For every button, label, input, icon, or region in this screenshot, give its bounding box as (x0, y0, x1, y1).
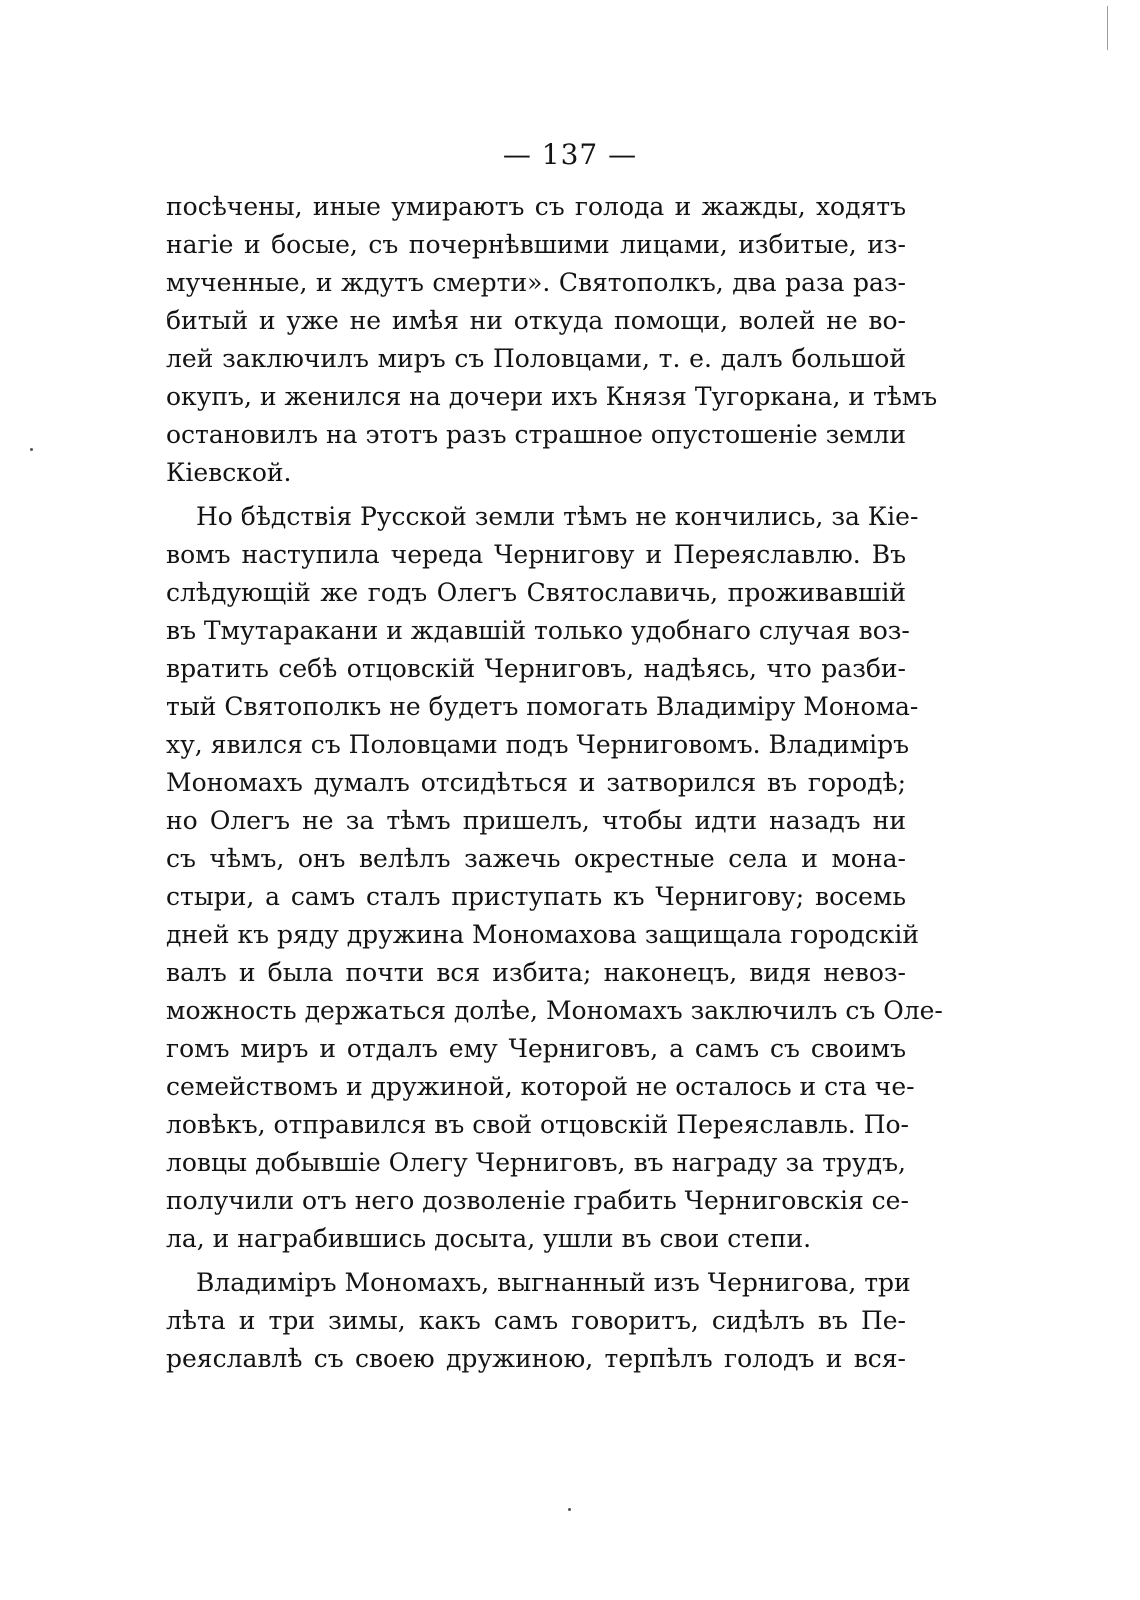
scan-speck (30, 448, 33, 451)
paragraph-2 (166, 498, 943, 1258)
text-line: ла, и награбившись досыта, ушли въ свои степи. (166, 1224, 812, 1253)
text-line: мученные, и ждутъ смерти». Святополкъ, два раза раз- (166, 268, 906, 297)
text-line: съ чѣмъ, онъ велѣлъ зажечь окрестные села и мона- (166, 844, 906, 873)
text-line: получили отъ него дозволеніе грабить Черниговскія се- (166, 1186, 909, 1215)
text-line: гомъ миръ и отдалъ ему Черниговъ, а самъ съ своимъ (166, 1034, 906, 1063)
text-line: Кіевской. (166, 458, 292, 487)
page-number: — 137 — (502, 138, 638, 171)
text-line: Но бѣдствія Русской земли тѣмъ не кончились, за Кіе- (196, 502, 919, 531)
text-line: Владиміръ Мономахъ, выгнанный изъ Чернигова, три (196, 1268, 911, 1297)
text-line: окупъ, и женился на дочери ихъ Князя Тугоркана, и тѣмъ (166, 382, 938, 411)
text-line: ху, явился съ Половцами подъ Черниговомъ. Владиміръ (166, 730, 910, 759)
text-line: валъ и была почти вся избита; наконецъ, видя невоз- (166, 958, 906, 987)
text-line: слѣдующій же годъ Олегъ Святославичь, проживавшій (166, 578, 906, 607)
text-line: лей заключилъ миръ съ Половцами, т. е. далъ большой (166, 344, 906, 373)
text-line: тый Святополкъ не будетъ помогать Владиміру Монома- (166, 692, 919, 721)
text-line: въ Тмутаракани и ждавшій только удобнаго случая воз- (166, 616, 910, 645)
text-line: но Олегъ не за тѣмъ пришелъ, чтобы идти назадъ ни (166, 806, 906, 835)
text-line: вратить себѣ отцовскій Черниговъ, надѣясь, что разби- (166, 654, 906, 683)
text-line: ловѣкъ, отправился въ свой отцовскій Переяславль. По- (166, 1110, 909, 1139)
body-text (166, 188, 943, 1378)
text-line: семействомъ и дружиной, которой не осталось и ста че- (166, 1072, 915, 1101)
text-line: Мономахъ думалъ отсидѣться и затворился въ городѣ; (166, 768, 906, 797)
text-line: реяславлѣ съ своею дружиною, терпѣлъ голодъ и вся- (166, 1344, 906, 1373)
text-line: ловцы добывшіе Олегу Черниговъ, въ награду за трудъ, (166, 1148, 906, 1177)
scan-edge-mark (1107, 6, 1108, 50)
text-line: посѣчены, иные умираютъ съ голода и жажды, ходятъ (166, 192, 906, 221)
paragraph-1 (166, 188, 938, 492)
text-line: стыри, а самъ сталъ приступать къ Чернигову; восемь (166, 882, 906, 911)
text-line: можность держаться долѣе, Мономахъ заключилъ съ Оле- (166, 996, 943, 1025)
paragraph-3 (166, 1264, 911, 1378)
text-line: вомъ наступила череда Чернигову и Переяславлю. Въ (166, 540, 906, 569)
scan-speck (568, 1508, 571, 1511)
text-line: битый и уже не имѣя ни откуда помощи, волей не во- (166, 306, 906, 335)
text-line: лѣта и три зимы, какъ самъ говоритъ, сидѣлъ въ Пе- (166, 1306, 906, 1335)
text-line: нагіе и босые, съ почернѣвшими лицами, избитые, из- (166, 230, 906, 259)
text-line: дней къ ряду дружина Мономахова защищала городскій (166, 920, 920, 949)
text-line: остановилъ на этотъ разъ страшное опустошеніе земли (166, 420, 907, 449)
